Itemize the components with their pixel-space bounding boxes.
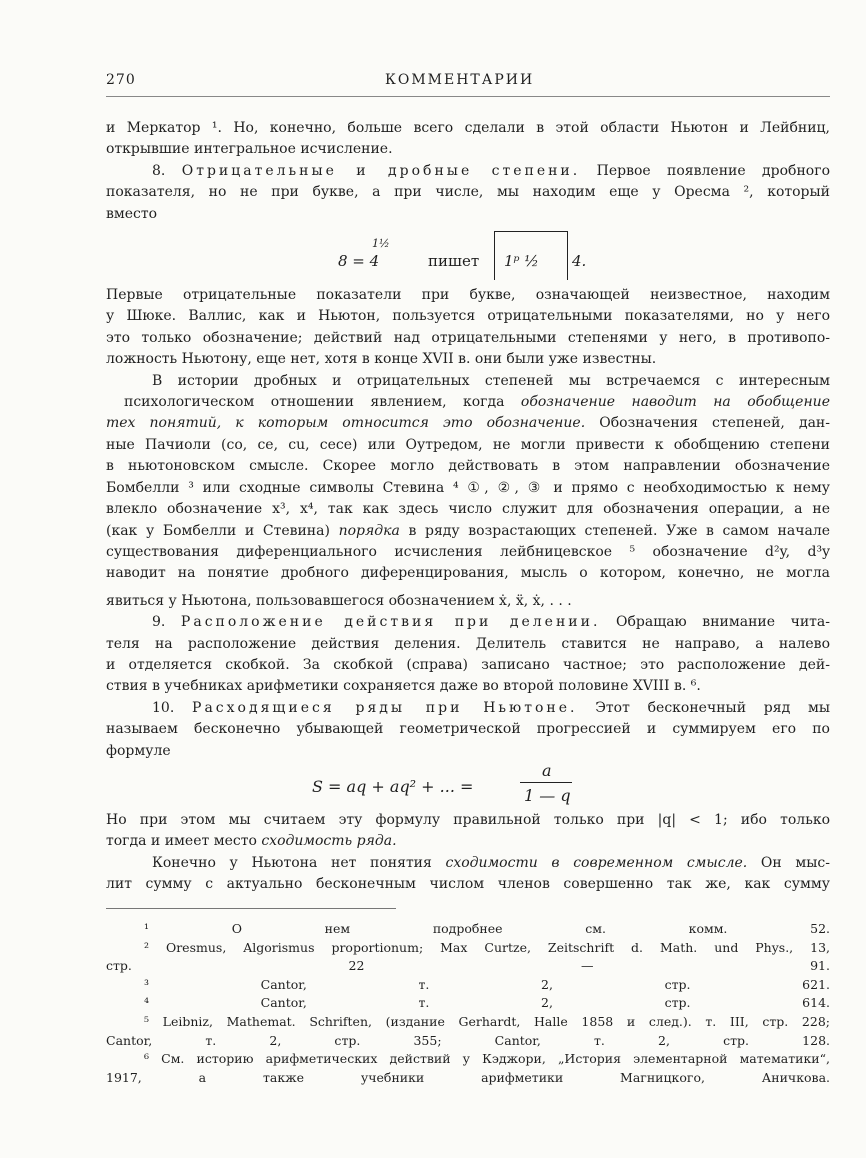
text-line: и отделяется скобкой. За скобкой (справа) записано частное; это расположение дей- bbox=[106, 656, 830, 673]
text-line: это только обозначение; действий над отрицательными степенями у него, в противопо- bbox=[106, 329, 830, 346]
fraction-bar bbox=[520, 782, 572, 783]
text-fragment: Этот бесконечный ряд мы bbox=[595, 699, 830, 716]
section-title: Расположение действия при делении. bbox=[180, 614, 601, 631]
text-fragment: Конечно у Ньютона нет понятия bbox=[152, 854, 446, 871]
text-line: показателя, но не при букве, а при числе, мы находим еще у Оресма ², который bbox=[106, 184, 830, 201]
text-line: ные Пачиоли (co, ce, cu, cece) или Оутредом, не могли привести к обобщению степени bbox=[106, 436, 830, 453]
section-title: Отрицательные и дробные степени. bbox=[181, 162, 581, 179]
formula-denominator: 1 — q bbox=[524, 785, 571, 805]
page-number: 270 bbox=[106, 72, 136, 88]
text-line bbox=[106, 392, 830, 413]
footnote-continuation: Cantor, т. 2, стр. 355; Cantor, т. 2, стр. 128. bbox=[106, 1032, 830, 1048]
text-line: влекло обозначение x³, x⁴, так как здесь число служит для обозначения операции, а не bbox=[106, 501, 830, 518]
text-line: у Шюке. Валлис, как и Ньютон, пользуется отрицательными показателями, но у него bbox=[106, 308, 830, 325]
footnotes bbox=[106, 920, 830, 1087]
text-line: формуле bbox=[106, 742, 171, 759]
formula-word: пишет bbox=[428, 252, 480, 271]
text-line bbox=[106, 831, 830, 852]
text-line: теля на расположение действия деления. Делитель ставится не направо, а налево bbox=[106, 635, 830, 652]
text-fragment: в ряду возрастающих степеней. Уже в самом начале bbox=[399, 522, 830, 539]
text-line: открывшие интегральное исчисление. bbox=[106, 141, 393, 158]
section-number: 8. bbox=[152, 162, 166, 179]
text-line: Первые отрицательные показатели при букве, означающей неизвестное, находим bbox=[106, 287, 830, 304]
italic-phrase: сходимость ряда. bbox=[261, 833, 397, 850]
formula-tail: 4. bbox=[572, 252, 587, 271]
text-line: Бомбелли ³ или сходные символы Стевина ⁴ ①, ②, ③ и прямо с необходимостью к нему bbox=[106, 479, 830, 496]
section-heading-8 bbox=[106, 161, 830, 182]
text-fragment: Он мыс- bbox=[747, 854, 831, 871]
section-heading-10 bbox=[106, 698, 830, 719]
footnote: ³ Cantor, т. 2, стр. 621. bbox=[144, 976, 830, 992]
formula-lhs: S = aq + aq² + ... = bbox=[312, 776, 474, 796]
footnote: ² Oresmus, Algorismus proportionum; Max Curtze, Zeitschrift d. Math. und Phys., 13, bbox=[144, 939, 830, 955]
main-text bbox=[106, 118, 830, 896]
text-line bbox=[106, 853, 830, 874]
text-fragment: (как у Бомбелли и Стевина) bbox=[106, 522, 339, 539]
text-line: Но при этом мы считаем эту формулу правильной только при |q| < 1; ибо только bbox=[106, 811, 830, 828]
text-line: явиться у Ньютона, пользовавшегося обозначением ẋ, ẍ, ẋ, . . . bbox=[106, 592, 572, 609]
text-fragment: тогда и имеет место bbox=[106, 833, 262, 850]
footnote: ¹ О нем подробнее см. комм. 52. bbox=[144, 921, 830, 936]
text-line: наводит на понятие дробного диференцирования, мысль о котором, конечно, не могла bbox=[106, 565, 830, 582]
footnote: ⁵ Leibniz, Mathemat. Schriften, (издание Gerhardt, Halle 1858 и след.). т. III, стр. 228; bbox=[144, 1013, 830, 1029]
italic-phrase: сходимости в современном смысле. bbox=[445, 854, 748, 871]
text-line: В истории дробных и отрицательных степеней мы встречаемся с интересным bbox=[152, 372, 830, 389]
formula-lhs: 8 = 4 bbox=[338, 252, 380, 271]
italic-phrase: порядка bbox=[338, 522, 400, 539]
formula-geometric-series bbox=[106, 762, 830, 810]
text-fragment: Обращаю внимание чита- bbox=[615, 614, 831, 631]
text-line bbox=[106, 521, 830, 542]
text-line: называем бесконечно убывающей геометрической прогрессией и суммируем его по bbox=[106, 721, 830, 738]
text-line: лит сумму с актуально бесконечным числом членов совершенно так же, как сумму bbox=[106, 876, 830, 893]
text-line: в ньютоновском смысле. Скорее могло действовать в этом направлении обозначение bbox=[106, 458, 830, 475]
text-fragment: Первое появление дробного bbox=[596, 162, 830, 179]
running-title: КОММЕНТАРИИ bbox=[385, 72, 535, 88]
footnote: ⁶ См. историю арифметических действий у Кэджори, „История элементарной математики“, bbox=[144, 1051, 830, 1067]
formula-numerator: a bbox=[542, 760, 552, 780]
formula-exponent: 1½ bbox=[372, 237, 390, 251]
section-heading-9 bbox=[106, 612, 830, 633]
footnote-continuation: стр. 22 — 91. bbox=[106, 958, 830, 974]
footnote-rule bbox=[106, 908, 396, 909]
text-line: существования диференциального исчисления лейбницевское ⁵ обозначение d²y, d³y bbox=[106, 543, 830, 560]
section-number: 9. bbox=[152, 614, 166, 631]
italic-phrase: обозначение наводит на обобщение bbox=[520, 394, 830, 411]
section-number: 10. bbox=[152, 699, 175, 716]
italic-phrase: тех понятий, к которым относится это обозначение. bbox=[106, 415, 586, 432]
formula-oresme bbox=[106, 225, 830, 285]
text-fragment: Обозначения степеней, дан- bbox=[585, 415, 830, 432]
text-fragment: психологическом отношении явлением, когда bbox=[124, 394, 521, 411]
text-line: вместо bbox=[106, 205, 158, 222]
footnote-continuation: 1917, а также учебники арифметики Магницкого, Аничкова. bbox=[106, 1069, 830, 1085]
header-rule bbox=[106, 96, 830, 97]
text-line: ствия в учебниках арифметики сохраняется даже во второй половине XVIII в. ⁶. bbox=[106, 678, 701, 695]
text-line: и Меркатор ¹. Но, конечно, больше всего сделали в этой области Ньютон и Лейбниц, bbox=[106, 120, 830, 136]
formula-inner: 1ᵖ ½ bbox=[504, 252, 539, 271]
text-line: ложность Ньютону, еще нет, хотя в конце XVII в. они были уже известны. bbox=[106, 351, 657, 368]
text-line bbox=[106, 413, 830, 434]
section-title: Расходящиеся ряды при Ньютоне. bbox=[192, 699, 578, 716]
footnote: ⁴ Cantor, т. 2, стр. 614. bbox=[144, 995, 830, 1011]
